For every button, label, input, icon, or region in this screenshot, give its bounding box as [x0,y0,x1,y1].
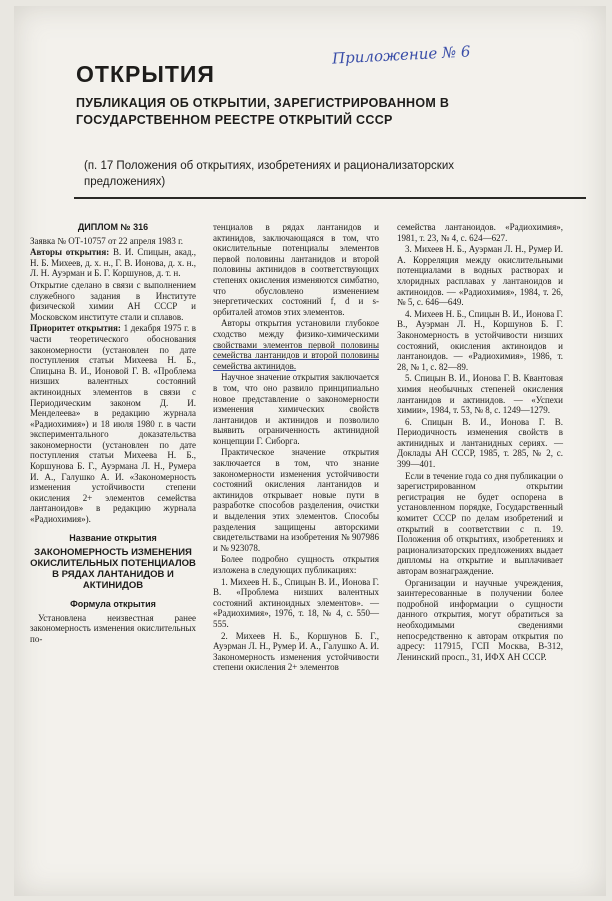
reference-2: 2. Михеев Н. Б., Коршунов Б. Г., Ауэрман Л. Н., Румер И. А., Галушко А. И. Закономерность изменения устойчивости степени окисления 2+ элементов [213,630,379,673]
priority-label: Приоритет открытия: [30,323,121,334]
publication-subtitle: ПУБЛИКАЦИЯ ОБ ОТКРЫТИИ, ЗАРЕГИСТРИРОВАННОМ В ГОСУДАРСТВЕННОМ РЕЕСТРЕ ОТКРЫТИЙ СССР [76,96,450,127]
authors-text: В. И. Спицын, акад., Н. Б. Михеев, д. х. н., Г. В. Ионова, д. х. н., Л. Н. Ауэрман и Б. Г. Коршунов, д. т. н. [30,247,197,279]
regulation-note: (п. 17 Положения об открытиях, изобретениях и рационализаторских предложениях) [84,160,455,188]
reference-3: 3. Михеев Н. Б., Ауэрман Л. Н., Румер И. А. Корреляция между окислительными потенциалами в водных растворах и хлоридных расплавах у лантаноидов и актиноидов. — «Радиохимия», 1984, т. 26, № 5, с. 646—649. [397,244,563,308]
authors-finding-text: Авторы открытия установили глубокое сходство между физико-химическими [213,318,379,339]
formula-text: Установлена неизвестная ранее закономерность изменения окислительных по- [30,612,196,644]
publications-intro: Более подробно сущность открытия изложена в следующих публикациях: [213,554,379,575]
reference-1: 1. Михеев Н. Б., Спицын В. И., Ионова Г. В. «Проблема низших валентных состояний актиноидных элементов». — «Радиохимия», 1976, т. 18, № 4, с. 550—555. [213,576,379,629]
priority-paragraph [30,323,196,524]
document-page [14,6,606,896]
reference-4: 4. Михеев Н. Б., Спицын В. И., Ионова Г. В., Ауэрман Л. Н., Коршунов Б. Г. Закономерность в устойчивости низших состояний, окисления актиноидов и лантаноидов. — «Радиохимия», 1986, т. 28, № 1, с. 82—89. [397,308,563,372]
text-column-3 [397,222,563,663]
reference-5: 5. Спицын В. И., Ионова Г. В. Квантовая химия необычных степеней окисления лантанидов и актинидов. — «Успехи химии», 1984, т. 53, № 8, с. 1249—1279. [397,373,563,416]
scientific-significance: Научное значение открытия заключается в том, что оно развило принципиально новое представление о закономерности изменения химических свойств лантанидов и актинидов и позволило выявить ограниченность актинидной концепции Г. Сиборга. [213,372,379,446]
registration-notice: Если в течение года со дня публикации о зарегистрированном открытии регистрация не будет оспорена в установленном порядке, Государственный комитет СССР по делам изобретений и открытий в соответствии с п. 19. Положения об открытиях, изобретениях и рационализаторских предложениях выдает дипломы на открытие и выплачивает авторам вознаграждение. [397,470,563,576]
priority-text: 1 декабря 1975 г. в части теоретического обоснования закономерности (установлен по дате поступления статьи Михеева Н. Б., Спицына В. И., Ионовой Г. В. «Проблема низших валентных состояний актиноидных элементов в связи с Периодическим законом Д. И. Менделеева» в редакцию журнала «Радиохимия») и 18 июля 1980 г. в части экспериментального доказательства закономерности (установлен по дате поступления статьи Михеева Н. Б., Коршунова Б. Г., Ауэрмана Л. Н., Румера И. А., Галушко А. И. «Закономерность изменения устойчивости степени окисления 2+ элементов семейства лантаноидов» в редакцию журнала «Радиохимия»). [30,323,197,525]
authors-label: Авторы открытия: [30,247,110,258]
handwritten-note: Приложение № 6 [331,42,471,68]
section-title: ОТКРЫТИЯ [76,61,215,87]
practical-significance: Практическое значение открытия заключается в том, что знание закономерности изменения устойчивости состояний окисления лантанидов и актинидов открывает новые пути в разработке способов разделения, очистки и выделения этих элементов. Способы разделения защищены авторскими свидетельствами на изобретения № 907986 и № 923078. [213,447,379,553]
authors-paragraph [30,247,196,279]
origin-paragraph: Открытие сделано в связи с выполнением служебного задания в Институте физической химии АН СССР и Московском институте стали и сплавов. [30,279,196,322]
text-column-2 [213,222,379,674]
discovery-name: ЗАКОНОМЕРНОСТЬ ИЗМЕНЕНИЯ ОКИСЛИТЕЛЬНЫХ ПОТЕНЦИАЛОВ В РЯДАХ ЛАНТАНИДОВ И АКТИНИДОВ [30,547,196,592]
reference-2-end: семейства лантаноидов. «Радиохимия», 1981, т. 23, № 4, с. 624—627. [397,222,563,243]
application-number: Заявка № ОТ-10757 от 22 апреля 1983 г. [30,235,184,246]
formula-heading: Формула открытия [70,599,156,610]
header-divider [74,197,586,199]
authors-finding [213,318,379,371]
formula-continued: тенциалов в рядах лантанидов и актинидов, заключающаяся в том, что окислительные потенциалы элементов первой половины лантанидов и второй половины актинидов в соответствующих степенях окисления изменяются симбатно, что обусловлено изменением энергетических состояний f, d и s-орбиталей атомов этих элементов. [213,222,379,317]
diploma-number: ДИПЛОМ № 316 [77,222,149,232]
reference-6: 6. Спицын В. И., Ионова Г. В. Периодичность изменения свойств в актинидных и лантанидных сериях. — Доклады АН СССР, 1985, т. 285, № 2, с. 399—401. [397,416,563,470]
contact-info: Организации и научные учреждения, заинтересованные в получении более подробной информации о сущности данного открытия, могут обратиться за необходимыми сведениями непосредственно к авторам открытия по адресу: 117915, ГСП Москва, В-312, Ленинский просп., 31, ИФХ АН СССР. [397,577,563,662]
underlined-finding: свойствами элементов первой половины семейства лантанидов и второй половины семейства актинидов. [213,339,379,371]
text-column-1 [30,222,196,646]
discovery-name-heading: Название открытия [69,532,157,543]
